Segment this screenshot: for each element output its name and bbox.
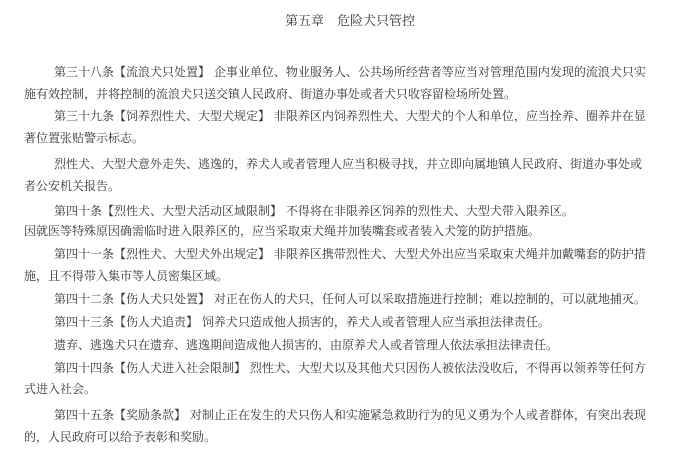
article-45-line-1: 第四十五条【奖励条款】 对制止正在发生的犬只伤人和实施紧急救助行为的见义勇为个人或者群体，有突出表现 xyxy=(54,408,646,422)
article-43-line-1: 第四十三条【伤人犬追责】 饲养犬只造成他人损害的，养犬人或者管理人应当承担法律责任。 xyxy=(54,315,550,329)
article-40-line-1: 第四十条【烈性犬、大型犬活动区域限制】 不得将在非限养区饲养的烈性犬、大型犬带入限养区。 xyxy=(54,204,574,218)
article-39-para-2-line-2: 者公安机关报告。 xyxy=(24,179,121,193)
article-45-line-2: 的，人民政府可以给予表彰和奖励。 xyxy=(24,430,217,444)
article-41-line-1: 第四十一条【烈性犬、大型犬外出规定】 非限养区携带烈性犬、大型犬外出应当采取束犬绳并加戴嘴套的防护措 xyxy=(54,247,646,261)
article-39-para-2-line-1: 烈性犬、大型犬意外走失、逃逸的，养犬人或者管理人应当积极寻找，并立即向属地镇人民政府、街道办事处或 xyxy=(54,157,643,171)
article-43-para-2-line-1: 遗弃、逃逸犬只在遗弃、逃逸期间造成他人损害的，由原养犬人或者管理人依法承担法律责任。 xyxy=(54,338,559,352)
article-44-line-1: 第四十四条【伤人犬进入社会限制】 烈性犬、大型犬以及其他犬只因伤人被依法没收后，不得再以领养等任何方 xyxy=(54,361,646,375)
chapter-title: 第五章 危险犬只管控 xyxy=(284,14,415,29)
article-40-line-2: 因就医等特殊原因确需临时进入限养区的，应当采取束犬绳并加装嘴套或者装入犬笼的防护措施。 xyxy=(24,224,541,238)
article-39-line-2: 著位置张贴警示标志。 xyxy=(24,131,145,145)
article-39-line-1: 第三十九条【饲养烈性犬、大型犬规定】 非限养区内饲养烈性犬、大型犬的个人和单位，应当拴养、圈养并在显 xyxy=(54,109,646,123)
article-44-line-2: 式进入社会。 xyxy=(24,382,97,396)
article-38-line-1: 第三十八条【流浪犬只处置】 企事业单位、物业服务人、公共场所经营者等应当对管理范围内发现的流浪犬只实 xyxy=(54,65,646,79)
article-38-line-2: 施有效控制，并将控制的流浪犬只送交镇人民政府、街道办事处或者犬只收容留检场所处置。 xyxy=(24,87,517,101)
article-41-line-2: 施，且不得带入集市等人员密集区域。 xyxy=(24,269,229,283)
article-42-line-1: 第四十二条【伤人犬只处置】 对正在伤人的犬只，任何人可以采取措施进行控制；难以控制的，可以就地捕灭。 xyxy=(54,292,646,306)
